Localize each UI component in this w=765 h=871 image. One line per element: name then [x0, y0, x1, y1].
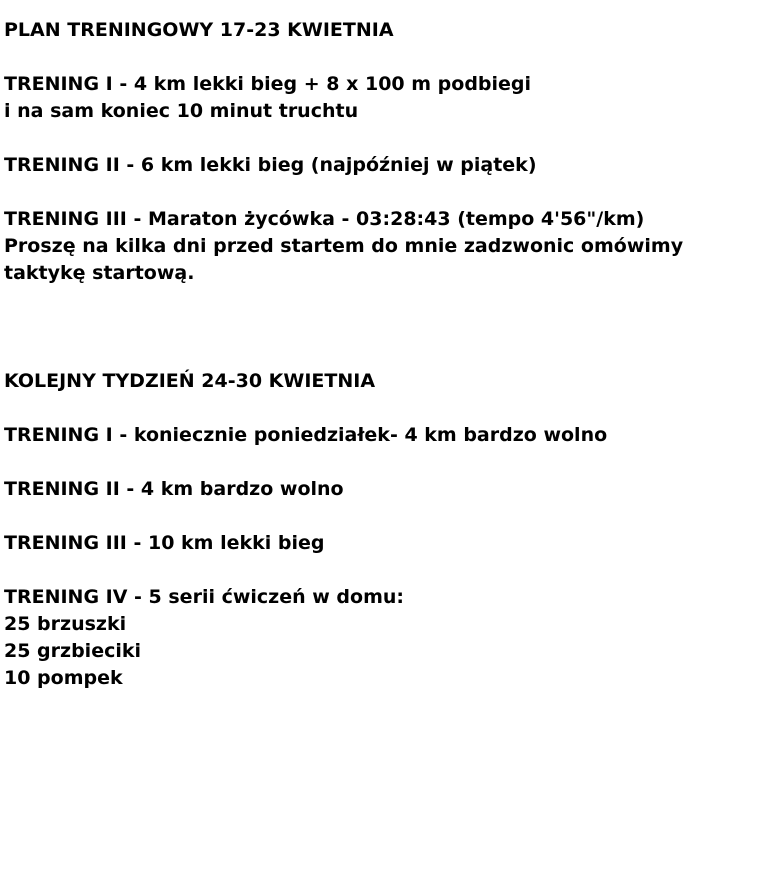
spacer [4, 179, 759, 206]
exercise-item: 25 grzbieciki [4, 640, 142, 662]
week-1-training-1-line-2: i na sam koniec 10 minut truchtu [4, 100, 359, 122]
week-1-section [4, 17, 759, 287]
exercise-item: 10 pompek [4, 667, 123, 689]
spacer [4, 395, 759, 422]
exercise-item: 25 brzuszki [4, 613, 127, 635]
spacer [4, 449, 759, 476]
week-2-heading: KOLEJNY TYDZIEŃ 24-30 KWIETNIA [4, 370, 376, 392]
spacer [4, 44, 759, 71]
week-2-training-3-line-1: TRENING III - 10 km lekki bieg [4, 532, 325, 554]
spacer [4, 503, 759, 530]
week-1-training-3-line-1: TRENING III - Maraton życówka - 03:28:43 (tempo 4'56"/km) [4, 208, 645, 230]
spacer [4, 557, 759, 584]
week-1-training-1-line-1: TRENING I - 4 km lekki bieg + 8 x 100 m podbiegi [4, 73, 532, 95]
week-1-training-2-line-1: TRENING II - 6 km lekki bieg (najpóźniej w piątek) [4, 154, 537, 176]
week-2-training-4-line-1: TRENING IV - 5 serii ćwiczeń w domu: [4, 586, 405, 608]
week-1-training-3-line-2: Proszę na kilka dni przed startem do mnie zadzwonic omówimy [4, 235, 684, 257]
week-2-section [4, 368, 759, 692]
week-1-training-3-line-3: taktykę startową. [4, 262, 195, 284]
section-spacer [4, 287, 759, 368]
spacer [4, 125, 759, 152]
week-2-training-1-line-1: TRENING I - koniecznie poniedziałek- 4 km bardzo wolno [4, 424, 608, 446]
week-1-heading: PLAN TRENINGOWY 17-23 KWIETNIA [4, 19, 394, 41]
training-plan-document [4, 17, 759, 692]
week-2-training-2-line-1: TRENING II - 4 km bardzo wolno [4, 478, 344, 500]
